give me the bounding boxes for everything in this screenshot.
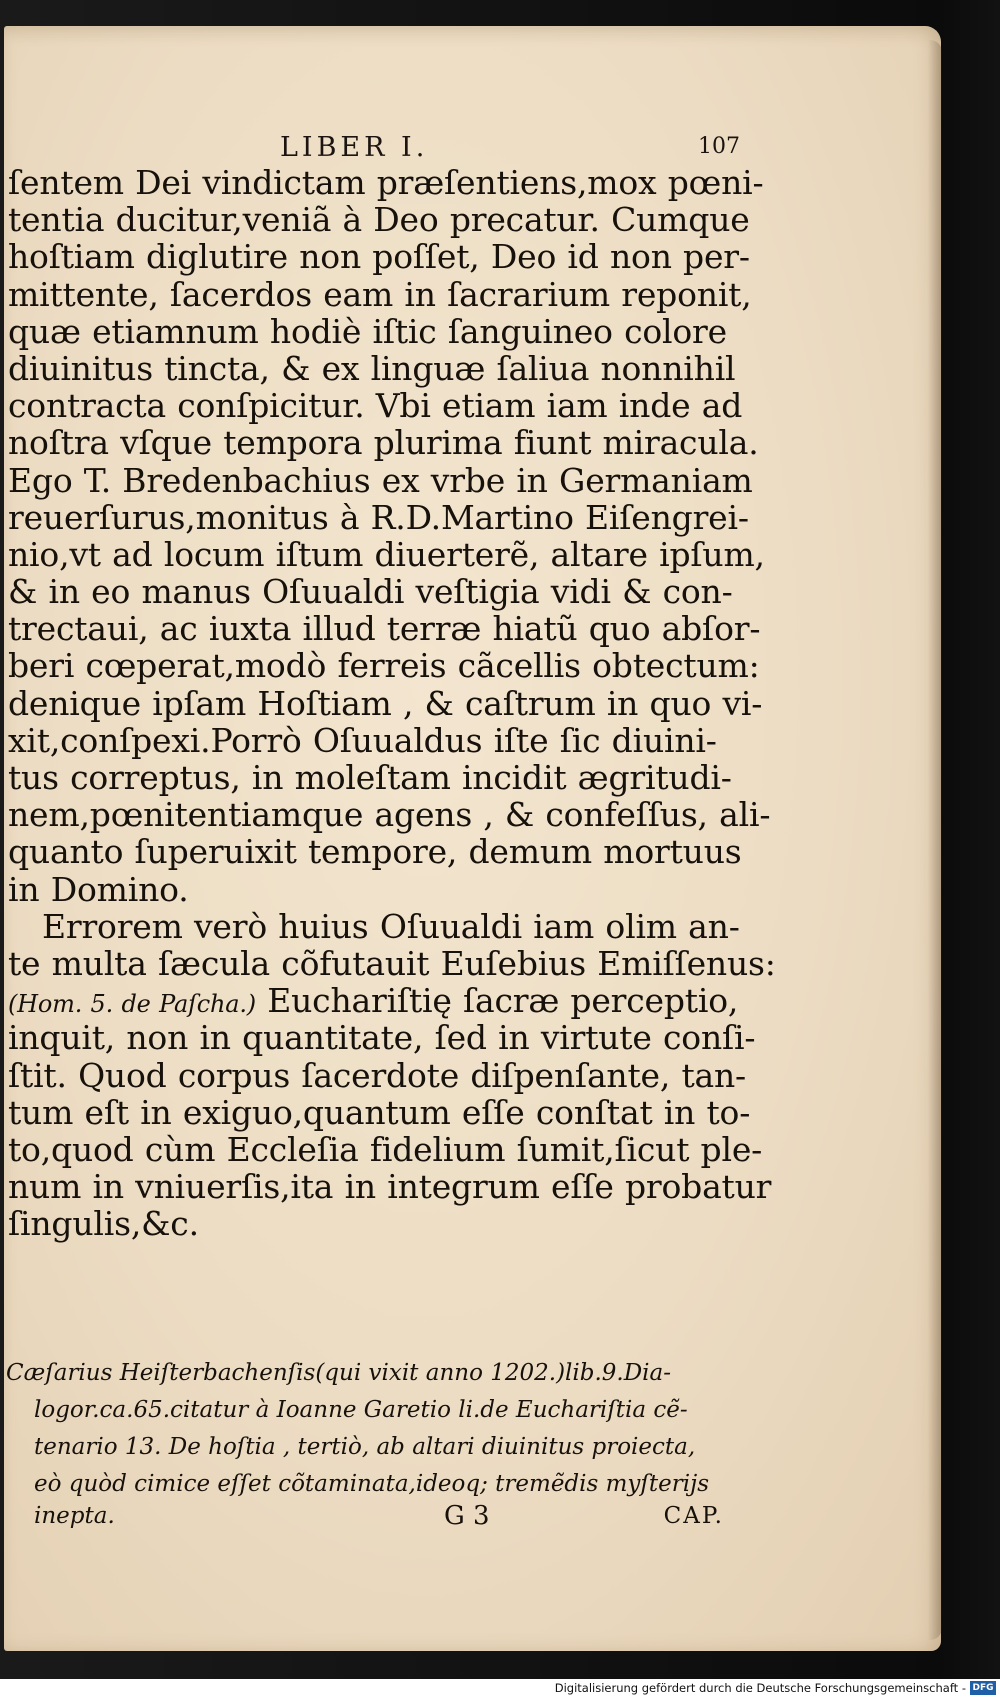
text-line: tus correptus, in moleſtam incidit ægritudi- xyxy=(8,758,732,797)
text-line: te multa ſæcula cõfutauit Euſebius Emiſſenus: xyxy=(8,943,776,983)
text-line: reuerſurus,monitus à R.D.Martino Eiſengrei- xyxy=(8,497,749,537)
footnote-line: Cæſarius Heiſterbachenſis(qui vixit anno 1202.)lib.9.Dia- xyxy=(6,1360,672,1386)
text-line-with-reference xyxy=(8,981,739,1021)
text-line: num in vniuerſis,ita in integrum eſſe probatur xyxy=(8,1167,772,1207)
text-line: contracta conſpicitur. Vbi etiam iam inde ad xyxy=(8,386,743,426)
text-line: hoſtiam diglutire non poſſet, Deo id non per- xyxy=(8,237,750,277)
dfg-logo-icon: DFG xyxy=(970,1681,996,1695)
text-line: nem,pœnitentiamque agens , & confeſſus, ali- xyxy=(8,795,771,835)
text-line: denique ipſam Hoſtiam , & caſtrum in quo vi- xyxy=(8,683,763,723)
text-line: Ego T. Bredenbachius ex vrbe in Germaniam xyxy=(8,460,753,500)
page-edge-shadow xyxy=(928,40,942,1640)
running-head-title: LIBER I. xyxy=(280,132,429,163)
page-number: 107 xyxy=(698,134,740,159)
citation-reference: (Hom. 5. de Paſcha.) xyxy=(8,990,256,1019)
text-line: xit,conſpexi.Porrò Oſuualdus iſte ſic diuini- xyxy=(8,720,717,760)
footer-credit: Digitalisierung gefördert durch die Deutsche Forschungsgemeinschaft - xyxy=(554,1681,966,1695)
text-line: quanto ſuperuixit tempore, demum mortuus xyxy=(8,832,742,872)
text-line: in Domino. xyxy=(8,869,189,909)
signature-mark: G 3 xyxy=(444,1501,490,1531)
footnote-line: tenario 13. De hoſtia , tertiò, ab altari diuinitus proiecta, xyxy=(34,1434,696,1460)
text-line: & in eo manus Oſuualdi veſtigia vidi & con- xyxy=(8,572,733,612)
text-line: inquit, non in quantitate, ſed in virtute conſi- xyxy=(8,1018,756,1058)
text-line: to,quod cùm Eccleſia fidelium ſumit,ſicut ple- xyxy=(8,1129,763,1169)
text-line: tum eſt in exiguo,quantum eſſe conſtat in to- xyxy=(8,1092,751,1132)
text-line: beri cœperat,modò ferreis cãcellis obtectum: xyxy=(8,646,760,686)
body-text xyxy=(8,163,776,1244)
text-line: trectaui, ac iuxta illud terræ hiatũ quo abſor- xyxy=(8,609,761,649)
footnote-line: logor.ca.65.citatur à Ioanne Garetio li.de Euchariſtia cẽ- xyxy=(34,1397,688,1423)
catchword: CAP. xyxy=(663,1503,724,1529)
footnote xyxy=(6,1355,732,1503)
text-line: nio,vt ad locum iſtum diuerterẽ, altare ipſum, xyxy=(8,534,765,574)
text-line: diuinitus tincta, & ex linguæ ſaliua nonnihil xyxy=(8,348,736,388)
text-line: ſentem Dei vindictam præſentiens,mox pœni- xyxy=(8,163,764,202)
text-line: ſtit. Quod corpus ſacerdote diſpenſante, tan- xyxy=(8,1055,746,1095)
footnote-last-word: inepta. xyxy=(34,1503,115,1529)
text-line: mittente, ſacerdos eam in ſacrarium reponit, xyxy=(8,274,752,314)
footnote-line: eò quòd cimice eſſet cõtaminata,ideoq; tremẽdis myſterijs xyxy=(34,1471,710,1497)
text-line: tentia ducitur,veniã à Deo precatur. Cumque xyxy=(8,200,750,240)
text-line: noſtra vſque tempora plurima fiunt miracula. xyxy=(8,423,759,463)
text-line: ſingulis,&c. xyxy=(8,1204,199,1244)
signature-line xyxy=(34,1503,724,1540)
paragraph-first-line: Errorem verò huius Oſuualdi iam olim an- xyxy=(42,906,740,946)
running-head xyxy=(280,128,740,168)
digitization-footer xyxy=(0,1679,1000,1698)
text-line: quæ etiamnum hodiè iſtic ſanguineo colore xyxy=(8,311,727,351)
citation-tail: Euchariſtię ſacræ perceptio, xyxy=(255,981,739,1021)
